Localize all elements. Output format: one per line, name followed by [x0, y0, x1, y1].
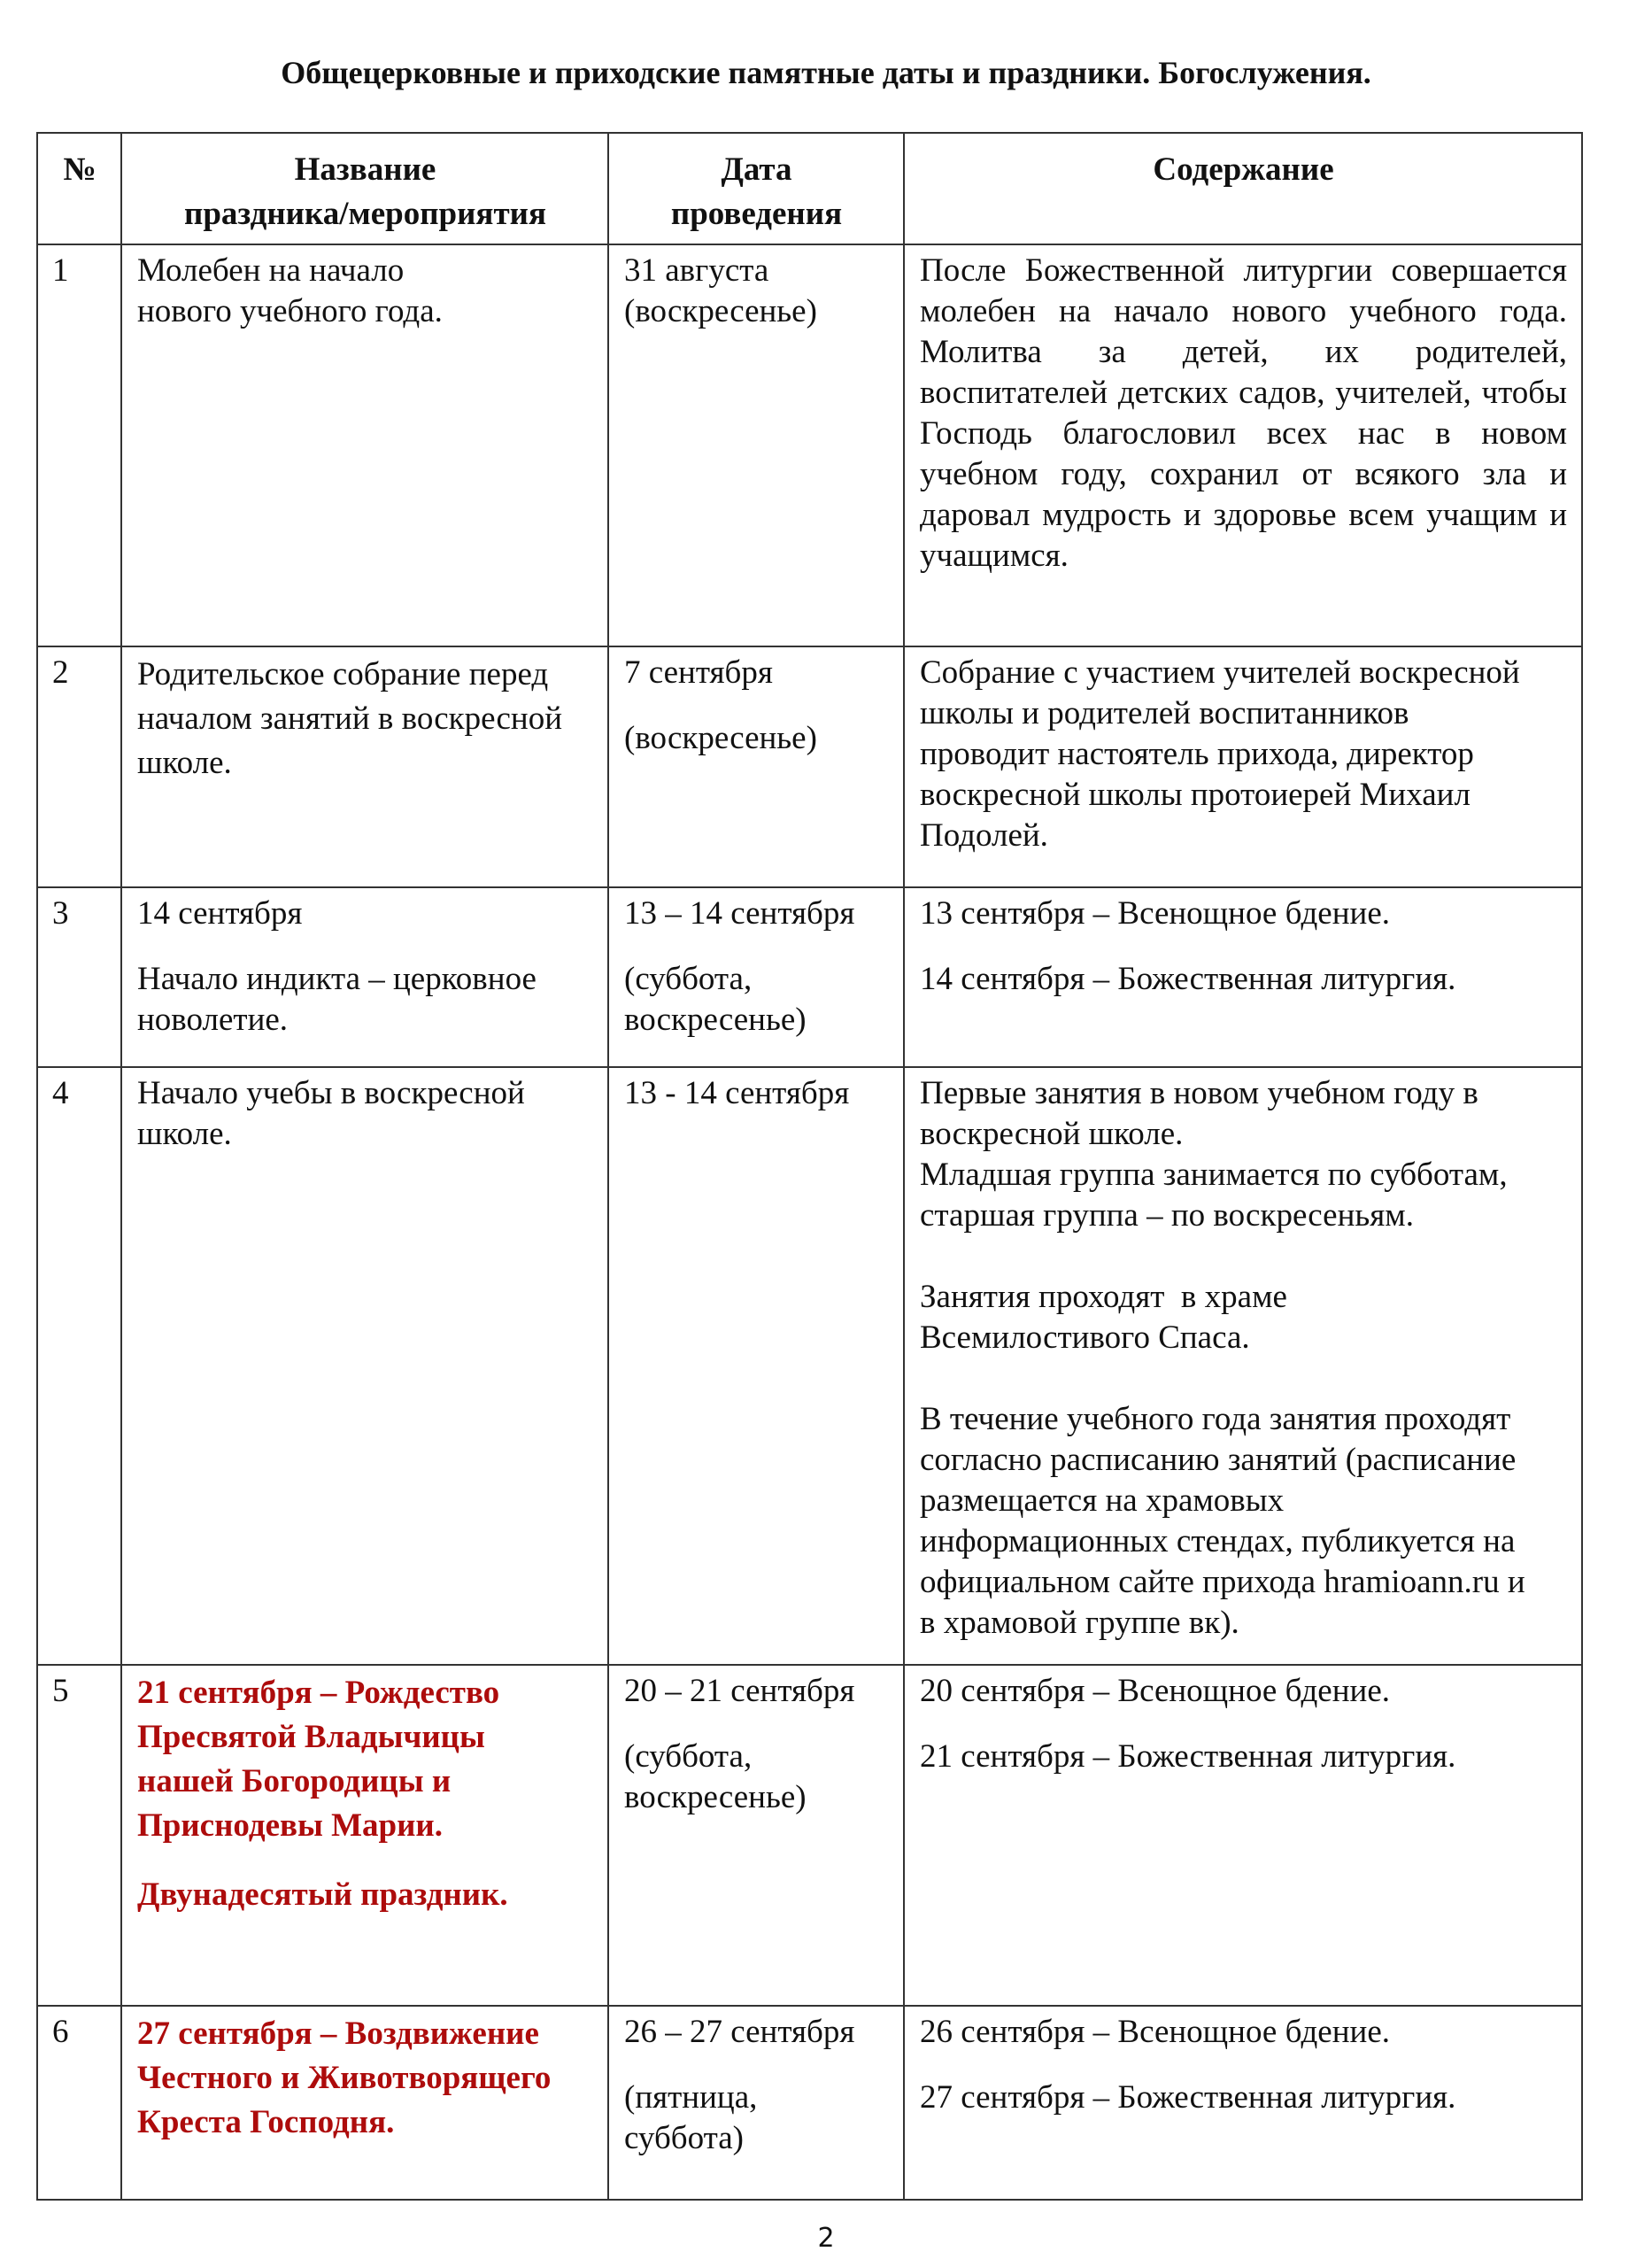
event-name — [121, 1665, 608, 2006]
table-row — [37, 1067, 1582, 1665]
table-row — [37, 2006, 1582, 2200]
header-date-line1: Дата — [721, 151, 792, 188]
event-content — [904, 646, 1582, 887]
event-content-line: 26 сентября – Всенощное бдение. — [920, 2014, 1391, 2050]
event-date-line: 20 – 21 сентября — [624, 1673, 855, 1709]
header-name-line1: Название — [294, 151, 436, 188]
event-date — [608, 1067, 904, 1665]
event-content-line: 21 сентября – Божественная литургия. — [920, 1738, 1456, 1775]
paragraph-spacer — [920, 1236, 1567, 1277]
event-content — [904, 887, 1582, 1067]
event-name — [121, 2006, 608, 2200]
event-name — [121, 244, 608, 646]
event-name — [121, 887, 608, 1067]
feast-name: 27 сентября – Воздвижение Честного и Животворящего Креста Господня. — [137, 2016, 552, 2140]
event-name — [121, 1067, 608, 1665]
event-content-para: В течение учебного года занятия проходят согласно расписанию занятий (расписание размещается на храмовых информационных стендах, публикуется на официальном сайте прихода hramioann.ru и в храмовой группе вк). — [920, 1401, 1525, 1641]
event-content — [904, 1067, 1582, 1665]
table-row — [37, 646, 1582, 887]
header-date-line2: проведения — [670, 196, 843, 232]
page-number: 2 — [817, 2223, 835, 2254]
event-date-text: 13 - 14 сентября — [624, 1075, 850, 1111]
event-content-line: 14 сентября – Божественная литургия. — [920, 961, 1456, 997]
row-number: 3 — [37, 887, 121, 1067]
event-date — [608, 887, 904, 1067]
event-date-line: (суббота, воскресенье) — [624, 961, 807, 1038]
row-number: 6 — [37, 2006, 121, 2200]
page-title: Общецерковные и приходские памятные даты и праздники. Богослужения. — [281, 55, 1371, 90]
event-content — [904, 244, 1582, 646]
event-date — [608, 2006, 904, 2200]
row-number: 5 — [37, 1665, 121, 2006]
event-date-line: (воскресенье) — [624, 720, 817, 756]
table-row — [37, 887, 1582, 1067]
event-content-text: Собрание с участием учителей воскресной школы и родителей воспитанников проводит настоятель прихода, директор воскресной школы протоиерей Михаил Подолей. — [920, 654, 1520, 854]
event-name-line: Начало индикта – церковное новолетие. — [137, 961, 537, 1038]
event-content-line: 27 сентября – Божественная литургия. — [920, 2079, 1456, 2116]
event-content-para: Первые занятия в новом учебном году в воскресной школе. — [920, 1075, 1478, 1152]
row-number: 1 — [37, 244, 121, 646]
row-number: 2 — [37, 646, 121, 887]
events-table — [36, 132, 1583, 2201]
event-name-text: Молебен на начало нового учебного года. — [137, 252, 443, 329]
event-date — [608, 646, 904, 887]
event-date-line: 7 сентября — [624, 654, 773, 691]
table-row — [37, 1665, 1582, 2006]
event-name — [121, 646, 608, 887]
feast-name: 21 сентября – Рождество Пресвятой Владычицы нашей Богородицы и Приснодевы Марии. — [137, 1675, 500, 1844]
header-name — [121, 133, 608, 244]
header-date — [608, 133, 904, 244]
event-content-text: После Божественной литургии совершается молебен на начало нового учебного года. Молитва за детей, их родителей, воспитателей детских садов, учителей, чтобы Господь благословил всех нас в новом учебном году, сохранил от всякого зла и даровал мудрость и здоровье всем учащим и учащимся. — [920, 252, 1567, 574]
event-content — [904, 1665, 1582, 2006]
header-content: Содержание — [904, 133, 1582, 244]
event-content-para: Занятия проходят в храме Всемилостивого Спаса. — [920, 1279, 1296, 1356]
event-name-text: Начало учебы в воскресной школе. — [137, 1075, 525, 1152]
event-name-text: Родительское собрание перед началом занятий в воскресной школе. — [137, 656, 563, 781]
event-date-line: 13 – 14 сентября — [624, 895, 855, 932]
table-header-row — [37, 133, 1582, 244]
event-content-line: 13 сентября – Всенощное бдение. — [920, 895, 1391, 932]
row-number: 4 — [37, 1067, 121, 1665]
header-name-line2: праздника/мероприятия — [184, 196, 546, 232]
feast-rank: Двунадесятый праздник. — [137, 1876, 508, 1913]
event-name-line: 14 сентября — [137, 895, 303, 932]
event-date-text: 31 августа (воскресенье) — [624, 252, 817, 329]
event-date-line: 26 – 27 сентября — [624, 2014, 855, 2050]
table-row — [37, 244, 1582, 646]
event-date-line: (суббота, воскресенье) — [624, 1738, 807, 1815]
event-date-line: (пятница, суббота) — [624, 2079, 758, 2156]
event-date — [608, 244, 904, 646]
event-date — [608, 1665, 904, 2006]
header-num: № — [37, 133, 121, 244]
event-content-line: 20 сентября – Всенощное бдение. — [920, 1673, 1391, 1709]
event-content-para: Младшая группа занимается по субботам, старшая группа – по воскресеньям. — [920, 1157, 1508, 1234]
paragraph-spacer — [920, 1358, 1567, 1399]
event-content — [904, 2006, 1582, 2200]
